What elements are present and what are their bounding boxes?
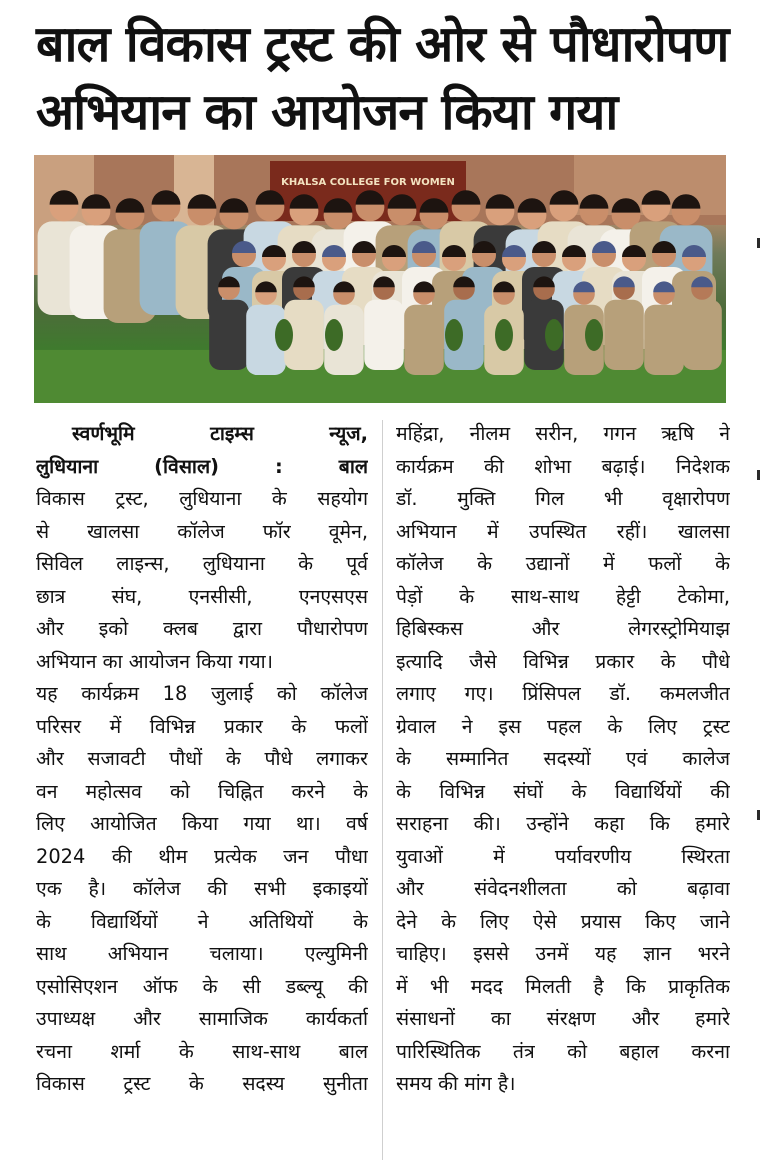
headline-line-2: अभियान का आयोजन किया गया xyxy=(36,83,618,141)
sapling xyxy=(325,319,343,351)
article-line: ग्रेवाल ने इस पहल के लिए ट्रस्ट xyxy=(396,714,730,738)
article-line: लगाए गए। प्रिंसिपल डॉ. कमलजीत xyxy=(396,682,730,705)
sapling xyxy=(275,319,293,351)
sapling xyxy=(585,319,603,351)
article-line: परिसर में विभिन्न प्रकार के फलों xyxy=(36,714,368,738)
article-line: डॉ. मुक्ति गिल भी वृक्षारोपण xyxy=(396,487,730,510)
article-line: उपाध्यक्ष और सामाजिक कार्यकर्ता xyxy=(36,1007,368,1030)
article-line: से खालसा कॉलेज फॉर वूमेन, xyxy=(36,519,368,543)
article-line: वन महोत्सव को चिह्नित करने के xyxy=(36,779,368,803)
article-line: सराहना की। उन्होंने कहा कि हमारे xyxy=(396,812,730,835)
article-line: चाहिए। इससे उनमें यह ज्ञान भरने xyxy=(396,942,730,965)
headline-line-1: बाल विकास ट्रस्ट की ओर से पौधारोपण xyxy=(36,15,729,73)
article-line: साथ अभियान चलाया। एल्युमिनी xyxy=(36,942,368,965)
article-line: महिंद्रा, नीलम सरीन, गगन ऋषि ने xyxy=(396,422,730,445)
article-line: समय की मांग है। xyxy=(396,1072,516,1095)
article-line: विकास ट्रस्ट के सदस्य सुनीता xyxy=(36,1072,368,1095)
article-line: अभियान का आयोजन किया गया। xyxy=(36,649,274,673)
article-line: एसोसिएशन ऑफ के सी डब्ल्यू की xyxy=(36,974,368,998)
article-line: पेड़ों के साथ-साथ हेट्टी टेकोमा, xyxy=(396,584,730,608)
article-line: लिए आयोजित किया गया था। वर्ष xyxy=(36,812,368,835)
article-line: छात्र संघ, एनसीसी, एनएसएस xyxy=(36,584,368,608)
article-line: रचना शर्मा के साथ-साथ बाल xyxy=(36,1039,368,1063)
article-column-right xyxy=(396,418,730,1101)
article-line: और इको क्लब द्वारा पौधारोपण xyxy=(36,617,368,640)
article-line: इत्यादि जैसे विभिन्न प्रकार के पौधे xyxy=(396,649,730,673)
article-line: यह कार्यक्रम 18 जुलाई को कॉलेज xyxy=(36,682,368,705)
article-line: लुधियाना (विसाल) : बाल xyxy=(36,454,368,478)
article-line: में भी मदद मिलती है कि प्राकृतिक xyxy=(396,974,730,998)
article-line: कार्यक्रम की शोभा बढ़ाई। निदेशक xyxy=(396,454,730,478)
article-line: विकास ट्रस्ट, लुधियाना के सहयोग xyxy=(36,487,368,510)
article-line: संसाधनों का संरक्षण और हमारे xyxy=(396,1007,730,1030)
article-line: अभियान में उपस्थित रहीं। खालसा xyxy=(396,519,730,543)
article-line: के सम्मानित सदस्यों एवं कालेज xyxy=(396,747,730,770)
article-line: पारिस्थितिक तंत्र को बहाल करना xyxy=(396,1039,730,1063)
article-line: 2024 की थीम प्रत्येक जन पौधा xyxy=(36,844,368,868)
headline xyxy=(36,10,736,146)
article-line: सिविल लाइन्स, लुधियाना के पूर्व xyxy=(36,552,368,575)
article-line: और संवेदनशीलता को बढ़ावा xyxy=(396,877,730,900)
group-photo-illustration xyxy=(34,155,726,403)
article-line: के विभिन्न संघों के विद्यार्थियों की xyxy=(396,779,730,803)
sapling xyxy=(545,319,563,351)
banner-text: KHALSA COLLEGE FOR WOMEN xyxy=(281,177,455,188)
article-line: कॉलेज के उद्यानों में फलों के xyxy=(396,552,730,575)
sapling xyxy=(495,319,513,351)
article-line: के विद्यार्थियों ने अतिथियों के xyxy=(36,909,368,933)
column-divider xyxy=(382,420,383,1160)
article-line: और सजावटी पौधों के पौधे लगाकर xyxy=(36,747,368,770)
article-column-left xyxy=(36,418,368,1101)
sapling xyxy=(445,319,463,351)
article-line: देने के लिए ऐसे प्रयास किए जाने xyxy=(396,909,730,933)
article-line: स्वर्णभूमि टाइम्स न्यूज, xyxy=(72,422,368,445)
article-line: युवाओं में पर्यावरणीय स्थिरता xyxy=(396,844,730,868)
group-photo xyxy=(34,155,726,403)
article-line: एक है। कॉलेज की सभी इकाइयों xyxy=(36,877,368,900)
article-line: हिबिस्कस और लेगरस्ट्रोमियाझ xyxy=(396,617,730,640)
